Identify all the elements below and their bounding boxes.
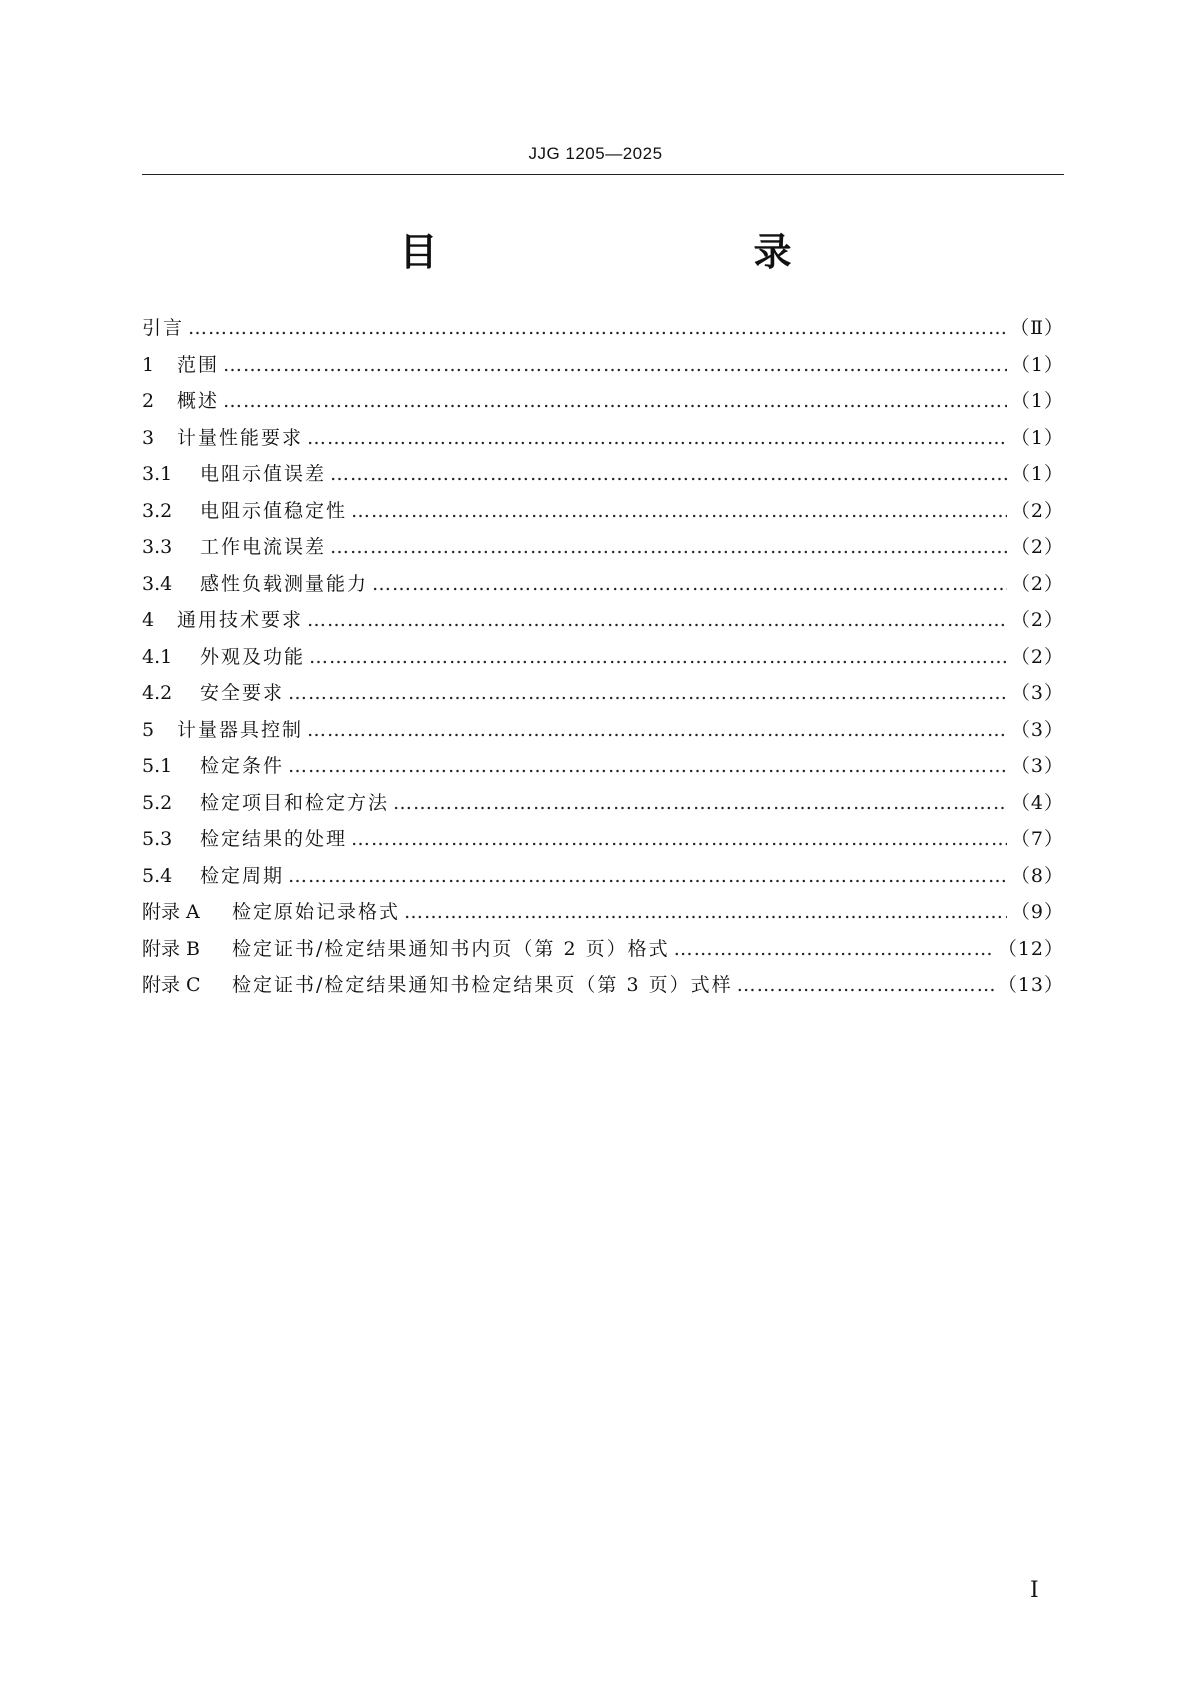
toc-entry-page: （1） <box>1010 463 1064 485</box>
toc-entry-page: （2） <box>1010 645 1064 668</box>
toc-entry[interactable] <box>142 496 1064 533</box>
toc-entry[interactable] <box>142 569 1064 606</box>
toc-leader-dots <box>330 463 1007 485</box>
toc-leader-dots <box>223 354 1007 376</box>
toc-entry-title: 检定证书/检定结果通知书检定结果页（第 3 页）式样 <box>232 974 733 996</box>
toc-entry-page: （4） <box>1010 791 1064 814</box>
toc-entry-number: 附录 C <box>142 974 201 996</box>
toc-entry-title: 检定原始记录格式 <box>232 901 401 923</box>
toc-leader-dots <box>309 646 1007 668</box>
toc-entry-number: 5.4 <box>142 864 173 887</box>
toc-entry-page: （3） <box>1010 718 1064 741</box>
toc-entry-number: 5 <box>142 718 155 741</box>
toc-entry-page: （3） <box>1010 755 1064 777</box>
toc-entry[interactable] <box>142 423 1064 460</box>
toc-entry-page: （1） <box>1010 353 1064 376</box>
toc-leader-dots <box>404 901 1007 923</box>
toc-entry-number: 3.1 <box>142 463 173 485</box>
toc-entry-title: 电阻示值稳定性 <box>200 499 348 522</box>
toc-entry-title: 计量器具控制 <box>177 718 304 741</box>
toc-leader-dots <box>737 974 994 996</box>
toc-entry-title: 范围 <box>177 353 220 376</box>
toc-entry-title: 感性负载测量能力 <box>200 572 369 595</box>
header-divider <box>142 174 1064 175</box>
toc-entry[interactable] <box>142 642 1064 679</box>
toc-entry-number: 5.2 <box>142 791 173 814</box>
toc-entry[interactable] <box>142 459 1064 496</box>
toc-entry[interactable] <box>142 350 1064 387</box>
toc-leader-dots <box>223 390 1007 412</box>
toc-entry-page: （12） <box>997 937 1064 960</box>
table-of-contents <box>142 313 1064 1007</box>
toc-entry-title: 检定条件 <box>200 755 285 777</box>
page-number: Ⅰ <box>1030 1578 1039 1603</box>
toc-leader-dots <box>330 536 1007 558</box>
toc-leader-dots <box>351 828 1007 850</box>
toc-entry-title: 检定结果的处理 <box>200 828 348 850</box>
toc-entry-number: 5.1 <box>142 755 173 777</box>
toc-entry-title: 外观及功能 <box>200 645 306 668</box>
toc-entry[interactable] <box>142 386 1064 423</box>
toc-entry-page: （2） <box>1010 572 1064 595</box>
toc-entry[interactable] <box>142 313 1064 350</box>
toc-entry-title: 检定证书/检定结果通知书内页（第 2 页）格式 <box>232 937 670 960</box>
toc-leader-dots <box>674 938 994 960</box>
toc-entry-title: 引言 <box>142 317 185 339</box>
toc-entry-number: 1 <box>142 353 155 376</box>
page-title: 目 录 <box>399 230 872 274</box>
toc-entry-page: （1） <box>1010 426 1064 449</box>
toc-entry[interactable] <box>142 897 1064 934</box>
toc-entry[interactable] <box>142 532 1064 569</box>
toc-entry[interactable] <box>142 678 1064 715</box>
toc-entry-number: 附录 B <box>142 937 201 960</box>
toc-entry[interactable] <box>142 715 1064 752</box>
toc-entry-title: 检定项目和检定方法 <box>200 791 390 814</box>
toc-entry[interactable] <box>142 861 1064 898</box>
toc-entry-page: （2） <box>1010 609 1064 631</box>
toc-entry-page: （2） <box>1010 499 1064 522</box>
toc-entry-number: 4 <box>142 609 155 631</box>
toc-leader-dots <box>288 682 1007 704</box>
toc-entry-page: （9） <box>1010 901 1064 923</box>
toc-entry-title: 通用技术要求 <box>177 609 304 631</box>
toc-entry-title: 安全要求 <box>200 682 285 704</box>
document-code: JJG 1205—2025 <box>528 144 663 163</box>
toc-entry-number: 2 <box>142 390 155 412</box>
toc-leader-dots <box>307 609 1007 631</box>
toc-entry[interactable] <box>142 605 1064 642</box>
toc-entry-number: 4.1 <box>142 645 173 668</box>
toc-entry-number: 5.3 <box>142 828 173 850</box>
toc-entry-page: （3） <box>1010 682 1064 704</box>
toc-entry-title: 电阻示值误差 <box>200 463 327 485</box>
toc-entry-number: 3 <box>142 426 155 449</box>
toc-entry-title: 计量性能要求 <box>177 426 304 449</box>
toc-leader-dots <box>307 719 1007 741</box>
toc-leader-dots <box>288 755 1007 777</box>
toc-entry-page: （Ⅱ） <box>1010 317 1064 339</box>
toc-entry[interactable] <box>142 788 1064 825</box>
toc-entry-title: 检定周期 <box>200 864 285 887</box>
toc-entry-page: （2） <box>1010 536 1064 558</box>
toc-leader-dots <box>372 573 1007 595</box>
toc-entry-page: （1） <box>1010 390 1064 412</box>
toc-entry-number: 附录 A <box>142 901 200 923</box>
toc-leader-dots <box>393 792 1007 814</box>
toc-entry-number: 3.4 <box>142 572 173 595</box>
toc-entry-title: 工作电流误差 <box>200 536 327 558</box>
toc-entry-number: 3.2 <box>142 499 173 522</box>
toc-entry-page: （7） <box>1010 828 1064 850</box>
toc-leader-dots <box>351 500 1007 522</box>
toc-leader-dots <box>288 865 1007 887</box>
toc-entry-page: （13） <box>997 974 1064 996</box>
toc-leader-dots <box>188 317 1006 339</box>
toc-entry[interactable] <box>142 934 1064 971</box>
toc-entry-page: （8） <box>1010 864 1064 887</box>
toc-entry-number: 3.3 <box>142 536 173 558</box>
toc-entry[interactable] <box>142 970 1064 1007</box>
toc-entry-number: 4.2 <box>142 682 173 704</box>
toc-entry[interactable] <box>142 824 1064 861</box>
toc-leader-dots <box>307 427 1007 449</box>
toc-entry-title: 概述 <box>177 390 220 412</box>
toc-entry[interactable] <box>142 751 1064 788</box>
